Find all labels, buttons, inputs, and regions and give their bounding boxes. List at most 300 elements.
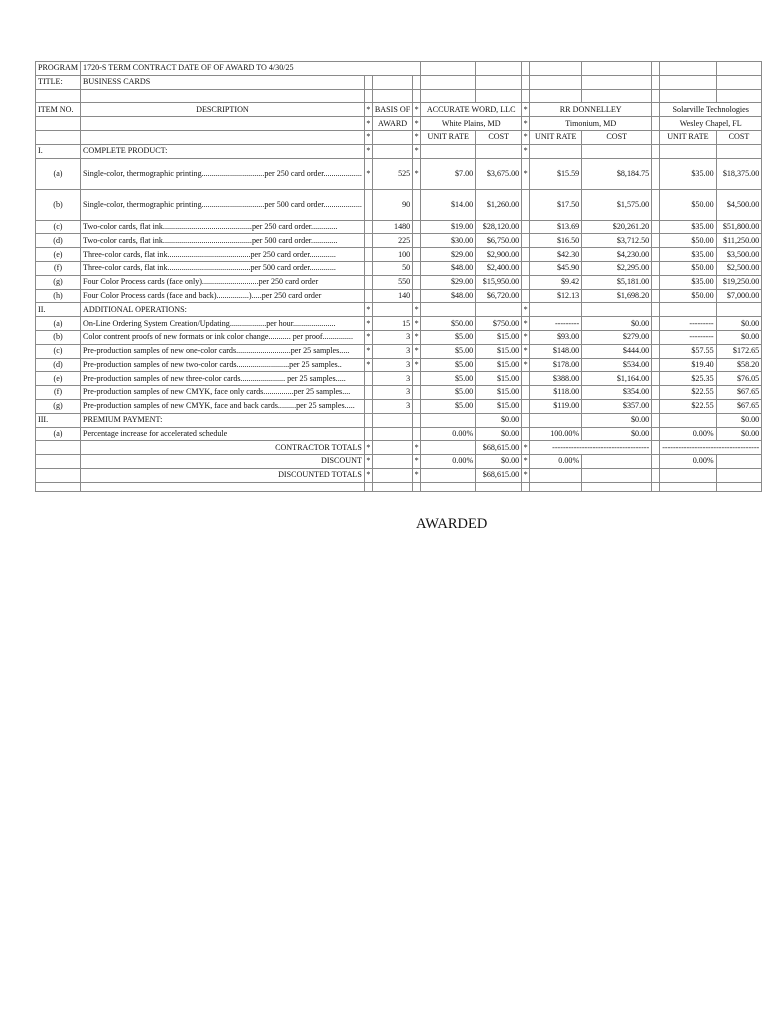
vendor-1-unit-rate: $50.00 <box>421 317 476 331</box>
vendor-2-cost: $0.00 <box>582 317 652 331</box>
vendor-1-unit-rate: $5.00 <box>421 358 476 372</box>
star-marker: * <box>522 344 530 358</box>
vendor-3-cost: $11,250.00 <box>716 234 762 248</box>
cell <box>522 62 530 76</box>
award-quantity <box>372 427 412 441</box>
vendor-2-unit-rate: $15.59 <box>530 158 582 189</box>
star-marker: * <box>522 144 530 158</box>
column-header-row-3 <box>36 130 762 144</box>
column-header-row-2 <box>36 117 762 131</box>
item-number: (e) <box>36 372 81 386</box>
section-cost: $0.00 <box>582 413 652 427</box>
vendor-3-total-b <box>716 455 762 469</box>
star-marker <box>364 234 372 248</box>
cell <box>660 413 716 427</box>
end-row <box>36 482 762 491</box>
description-header: DESCRIPTION <box>81 103 365 117</box>
vendor-2-location: Timonium, MD <box>530 117 652 131</box>
star-marker <box>413 234 421 248</box>
cell <box>372 144 412 158</box>
vendor-3-location: Wesley Chapel, FL <box>660 117 762 131</box>
program-label: PROGRAM <box>36 62 81 76</box>
award-quantity: 3 <box>372 386 412 400</box>
line-item-row <box>36 220 762 234</box>
cell <box>421 89 476 103</box>
star-marker <box>522 427 530 441</box>
vendor-3-unit-rate: $19.40 <box>660 358 716 372</box>
cell <box>652 62 660 76</box>
star-marker: * <box>364 358 372 372</box>
star-marker <box>522 275 530 289</box>
section-cost <box>716 303 762 317</box>
star-marker: * <box>413 344 421 358</box>
vendor-3-cost: $0.00 <box>716 317 762 331</box>
cell <box>652 289 660 303</box>
vendor-3-cost: $172.65 <box>716 344 762 358</box>
cell <box>652 427 660 441</box>
award-quantity: 90 <box>372 189 412 220</box>
cell <box>522 75 530 89</box>
vendor-2-cost: $5,181.00 <box>582 275 652 289</box>
star-marker <box>364 289 372 303</box>
title-text: BUSINESS CARDS <box>81 75 365 89</box>
vendor-1-cost: $750.00 <box>476 317 522 331</box>
cell <box>716 62 762 76</box>
cell <box>652 144 660 158</box>
vendor-1-cost: $0.00 <box>476 427 522 441</box>
totals-label: DISCOUNTED TOTALS <box>81 468 365 482</box>
star-marker: * <box>413 468 421 482</box>
cell <box>372 75 412 89</box>
cell <box>652 344 660 358</box>
star-marker: * <box>413 358 421 372</box>
vendor-1-total-b: $0.00 <box>476 455 522 469</box>
vendor-3-name: Solarville Technologies <box>660 103 762 117</box>
section-cost <box>716 144 762 158</box>
line-item-row <box>36 372 762 386</box>
vendor-1-unit-rate: $5.00 <box>421 399 476 413</box>
vendor-3-unit-rate: 0.00% <box>660 427 716 441</box>
star-marker <box>364 261 372 275</box>
line-item-row <box>36 189 762 220</box>
star-marker <box>522 248 530 262</box>
item-description: Four Color Process cards (face only)............................per 250 card order <box>81 275 365 289</box>
star-marker <box>413 189 421 220</box>
award-quantity: 15 <box>372 317 412 331</box>
vendor-2-unit-rate: $13.69 <box>530 220 582 234</box>
star-marker: * <box>522 117 530 131</box>
cell <box>652 75 660 89</box>
vendor-2-cost: $2,295.00 <box>582 261 652 275</box>
star-marker <box>413 275 421 289</box>
basis-of-header: BASIS OF <box>372 103 412 117</box>
title-label: TITLE: <box>36 75 81 89</box>
line-item-row <box>36 275 762 289</box>
star-marker: * <box>522 317 530 331</box>
item-description: Two-color cards, flat ink............................................per 500 card order............. <box>81 234 365 248</box>
item-number: (b) <box>36 189 81 220</box>
vendor-2-total-b <box>582 455 652 469</box>
vendor-1-unit-rate: $29.00 <box>421 248 476 262</box>
vendor-2-cost: $8,184.75 <box>582 158 652 189</box>
vendor-2-cost: $357.00 <box>582 399 652 413</box>
star-marker: * <box>413 103 421 117</box>
cell <box>652 220 660 234</box>
vendor-3-cost: $67.65 <box>716 399 762 413</box>
cell <box>413 482 421 491</box>
vendor-3-unit-rate: $50.00 <box>660 189 716 220</box>
star-marker <box>522 399 530 413</box>
item-number: (g) <box>36 399 81 413</box>
section-title: PREMIUM PAYMENT: <box>81 413 365 427</box>
vendor-3-unit-rate: $35.00 <box>660 158 716 189</box>
cell <box>530 413 582 427</box>
cell <box>652 358 660 372</box>
star-marker: * <box>364 441 372 455</box>
vendor-3-cost: $19,250.00 <box>716 275 762 289</box>
vendor-3-total-a <box>660 468 716 482</box>
item-number: (d) <box>36 234 81 248</box>
vendor-1-unit-rate: $48.00 <box>421 261 476 275</box>
vendor-3-unit-rate: $22.55 <box>660 386 716 400</box>
cell <box>652 372 660 386</box>
star-marker: * <box>364 468 372 482</box>
vendor-2-total: ------------------------------------ <box>530 441 652 455</box>
vendor-2-unit-rate: $42.30 <box>530 248 582 262</box>
award-quantity: 3 <box>372 344 412 358</box>
vendor-2-unit-rate: $45.90 <box>530 261 582 275</box>
star-marker: * <box>413 144 421 158</box>
section-title: ADDITIONAL OPERATIONS: <box>81 303 365 317</box>
star-marker <box>364 427 372 441</box>
section-row <box>36 303 762 317</box>
star-marker: * <box>413 330 421 344</box>
star-marker <box>522 386 530 400</box>
section-title: COMPLETE PRODUCT: <box>81 144 365 158</box>
star-marker: * <box>364 158 372 189</box>
totals-label: DISCOUNT <box>81 455 365 469</box>
star-marker <box>364 248 372 262</box>
line-item-row <box>36 317 762 331</box>
item-description: Four Color Process cards (face and back)................).....per 250 card order <box>81 289 365 303</box>
totals-label: CONTRACTOR TOTALS <box>81 441 365 455</box>
star-marker: * <box>364 117 372 131</box>
star-marker <box>522 289 530 303</box>
vendor-2-unit-rate: $9.42 <box>530 275 582 289</box>
vendor-2-unit-rate: $119.00 <box>530 399 582 413</box>
vendor-2-unit-rate: $388.00 <box>530 372 582 386</box>
award-header: AWARD <box>372 117 412 131</box>
star-marker <box>413 248 421 262</box>
item-number: (a) <box>36 317 81 331</box>
item-number: (f) <box>36 386 81 400</box>
cell <box>530 144 582 158</box>
section-cost <box>476 303 522 317</box>
item-number: (f) <box>36 261 81 275</box>
star-marker <box>413 372 421 386</box>
section-row <box>36 144 762 158</box>
title-row <box>36 75 762 89</box>
star-marker <box>522 413 530 427</box>
item-description: On-Line Ordering System Creation/Updating..................per hour..................... <box>81 317 365 331</box>
cell <box>530 89 582 103</box>
cell <box>582 89 652 103</box>
star-marker: * <box>413 317 421 331</box>
vendor-1-cost: $1,260.00 <box>476 189 522 220</box>
star-marker: * <box>413 303 421 317</box>
cell <box>421 62 476 76</box>
vendor-3-unit-rate: $50.00 <box>660 289 716 303</box>
item-number: (d) <box>36 358 81 372</box>
section-number: II. <box>36 303 81 317</box>
vendor-1-total-a <box>421 468 476 482</box>
cell <box>652 413 660 427</box>
cell <box>652 261 660 275</box>
item-number: (h) <box>36 289 81 303</box>
vendor-2-unit-rate: $17.50 <box>530 189 582 220</box>
award-quantity: 3 <box>372 372 412 386</box>
item-description: Pre-production samples of new two-color cards..........................per 25 samples.. <box>81 358 365 372</box>
star-marker <box>413 427 421 441</box>
star-marker: * <box>522 441 530 455</box>
vendor-2-cost: $354.00 <box>582 386 652 400</box>
cell <box>660 144 716 158</box>
star-marker: * <box>522 455 530 469</box>
vendor-2-cost: $534.00 <box>582 358 652 372</box>
vendor-2-total-a <box>530 468 582 482</box>
cell <box>81 130 365 144</box>
vendor-1-unit-rate: $29.00 <box>421 275 476 289</box>
vendor-1-total-a <box>421 441 476 455</box>
star-marker: * <box>364 303 372 317</box>
program-row <box>36 62 762 76</box>
vendor-1-cost: $15.00 <box>476 399 522 413</box>
vendor-2-unit-rate: $178.00 <box>530 358 582 372</box>
item-no-header: ITEM NO. <box>36 103 81 117</box>
star-marker <box>652 130 660 144</box>
program-text: 1720-S TERM CONTRACT DATE OF OF AWARD TO 4/30/25 <box>81 62 421 76</box>
cost-header: COST <box>582 130 652 144</box>
cell <box>36 468 81 482</box>
vendor-2-cost: $3,712.50 <box>582 234 652 248</box>
section-row <box>36 413 762 427</box>
award-quantity: 550 <box>372 275 412 289</box>
cell <box>652 303 660 317</box>
star-marker <box>413 261 421 275</box>
item-description: Pre-production samples of new three-color cards...................... per 25 samples..... <box>81 372 365 386</box>
cell <box>660 482 716 491</box>
cell <box>652 330 660 344</box>
item-number: (c) <box>36 220 81 234</box>
star-marker: * <box>522 303 530 317</box>
vendor-2-total-b <box>582 468 652 482</box>
cell <box>372 455 412 469</box>
vendor-1-unit-rate: $5.00 <box>421 386 476 400</box>
line-item-row <box>36 427 762 441</box>
award-quantity: 525 <box>372 158 412 189</box>
award-quantity: 140 <box>372 289 412 303</box>
item-number: (g) <box>36 275 81 289</box>
cell <box>716 75 762 89</box>
vendor-3-unit-rate: --------- <box>660 317 716 331</box>
section-number: III. <box>36 413 81 427</box>
vendor-1-unit-rate: 0.00% <box>421 427 476 441</box>
cell <box>364 75 372 89</box>
line-item-row <box>36 330 762 344</box>
star-marker: * <box>522 130 530 144</box>
cell <box>364 482 372 491</box>
star-marker <box>364 220 372 234</box>
cell <box>81 117 365 131</box>
item-description: Two-color cards, flat ink............................................per 250 card order............. <box>81 220 365 234</box>
cell <box>530 482 582 491</box>
vendor-1-total-a: 0.00% <box>421 455 476 469</box>
vendor-3-unit-rate: --------- <box>660 330 716 344</box>
star-marker: * <box>364 317 372 331</box>
cell <box>716 482 762 491</box>
line-item-row <box>36 289 762 303</box>
section-cost <box>582 144 652 158</box>
vendor-3-unit-rate: $35.00 <box>660 275 716 289</box>
item-number: (a) <box>36 427 81 441</box>
star-marker: * <box>522 103 530 117</box>
vendor-1-unit-rate: $48.00 <box>421 289 476 303</box>
star-marker: * <box>522 358 530 372</box>
cell <box>522 482 530 491</box>
item-number: (e) <box>36 248 81 262</box>
cost-header: COST <box>476 130 522 144</box>
star-marker <box>522 189 530 220</box>
star-marker <box>413 220 421 234</box>
vendor-3-unit-rate: $22.55 <box>660 399 716 413</box>
cell <box>421 482 476 491</box>
line-item-row <box>36 261 762 275</box>
line-item-row <box>36 248 762 262</box>
star-marker <box>364 372 372 386</box>
cost-header: COST <box>716 130 762 144</box>
cell <box>36 441 81 455</box>
vendor-3-cost: $0.00 <box>716 330 762 344</box>
cell <box>582 62 652 76</box>
vendor-1-cost: $6,720.00 <box>476 289 522 303</box>
star-marker <box>413 289 421 303</box>
vendor-1-cost: $15.00 <box>476 386 522 400</box>
vendor-2-cost: $1,164.00 <box>582 372 652 386</box>
section-cost: $0.00 <box>476 413 522 427</box>
section-cost <box>476 144 522 158</box>
cell <box>81 482 365 491</box>
cell <box>372 441 412 455</box>
award-quantity: 50 <box>372 261 412 275</box>
vendor-3-cost: $67.65 <box>716 386 762 400</box>
cell <box>372 303 412 317</box>
award-quantity: 3 <box>372 358 412 372</box>
vendor-3-unit-rate: $50.00 <box>660 234 716 248</box>
award-quantity: 225 <box>372 234 412 248</box>
vendor-1-unit-rate: $30.00 <box>421 234 476 248</box>
cell <box>36 117 81 131</box>
cell <box>652 455 660 469</box>
star-marker <box>413 399 421 413</box>
vendor-1-cost: $3,675.00 <box>476 158 522 189</box>
award-quantity: 3 <box>372 399 412 413</box>
blank-row <box>36 89 762 103</box>
star-marker: * <box>364 344 372 358</box>
cell <box>476 482 522 491</box>
vendor-2-unit-rate: --------- <box>530 317 582 331</box>
vendor-1-unit-rate: $14.00 <box>421 189 476 220</box>
cell <box>716 89 762 103</box>
award-quantity: 1480 <box>372 220 412 234</box>
line-item-row <box>36 234 762 248</box>
vendor-3-cost: $3,500.00 <box>716 248 762 262</box>
vendor-2-unit-rate: $12.13 <box>530 289 582 303</box>
cell <box>421 303 476 317</box>
star-marker <box>364 386 372 400</box>
contractor-totals-row <box>36 441 762 455</box>
line-item-row <box>36 358 762 372</box>
vendor-3-unit-rate: $35.00 <box>660 248 716 262</box>
vendor-1-unit-rate: $19.00 <box>421 220 476 234</box>
vendor-1-location: White Plains, MD <box>421 117 522 131</box>
unit-rate-header: UNIT RATE <box>530 130 582 144</box>
cell <box>36 455 81 469</box>
star-marker <box>652 117 660 131</box>
star-marker: * <box>413 455 421 469</box>
vendor-2-cost: $1,575.00 <box>582 189 652 220</box>
cell <box>372 89 412 103</box>
star-marker: * <box>413 117 421 131</box>
star-marker: * <box>413 130 421 144</box>
vendor-3-cost: $76.05 <box>716 372 762 386</box>
vendor-3-cost: $58.20 <box>716 358 762 372</box>
section-cost <box>582 303 652 317</box>
cell <box>652 482 660 491</box>
vendor-3-cost: $4,500.00 <box>716 189 762 220</box>
item-description: Single-color, thermographic printing...............................per 500 card order................... <box>81 189 365 220</box>
discount-row <box>36 455 762 469</box>
cell <box>652 248 660 262</box>
vendor-1-unit-rate: $5.00 <box>421 344 476 358</box>
cell <box>413 75 421 89</box>
star-marker: * <box>413 441 421 455</box>
star-marker <box>413 386 421 400</box>
award-quantity: 100 <box>372 248 412 262</box>
cell <box>652 386 660 400</box>
cell <box>476 62 522 76</box>
star-marker <box>364 189 372 220</box>
star-marker: * <box>364 144 372 158</box>
cell <box>652 441 660 455</box>
item-number: (c) <box>36 344 81 358</box>
item-description: Pre-production samples of new CMYK, face and back cards.........per 25 samples..... <box>81 399 365 413</box>
line-item-row <box>36 399 762 413</box>
discounted-totals-row <box>36 468 762 482</box>
item-description: Three-color cards, flat ink.........................................per 500 card order............. <box>81 261 365 275</box>
cell <box>372 130 412 144</box>
star-marker <box>652 103 660 117</box>
vendor-1-cost: $2,400.00 <box>476 261 522 275</box>
cell <box>81 89 365 103</box>
vendor-1-name: ACCURATE WORD, LLC <box>421 103 522 117</box>
cell <box>413 89 421 103</box>
vendor-1-cost: $15,950.00 <box>476 275 522 289</box>
star-marker: * <box>522 158 530 189</box>
cell <box>372 468 412 482</box>
cell <box>652 189 660 220</box>
star-marker: * <box>364 455 372 469</box>
cell <box>652 275 660 289</box>
